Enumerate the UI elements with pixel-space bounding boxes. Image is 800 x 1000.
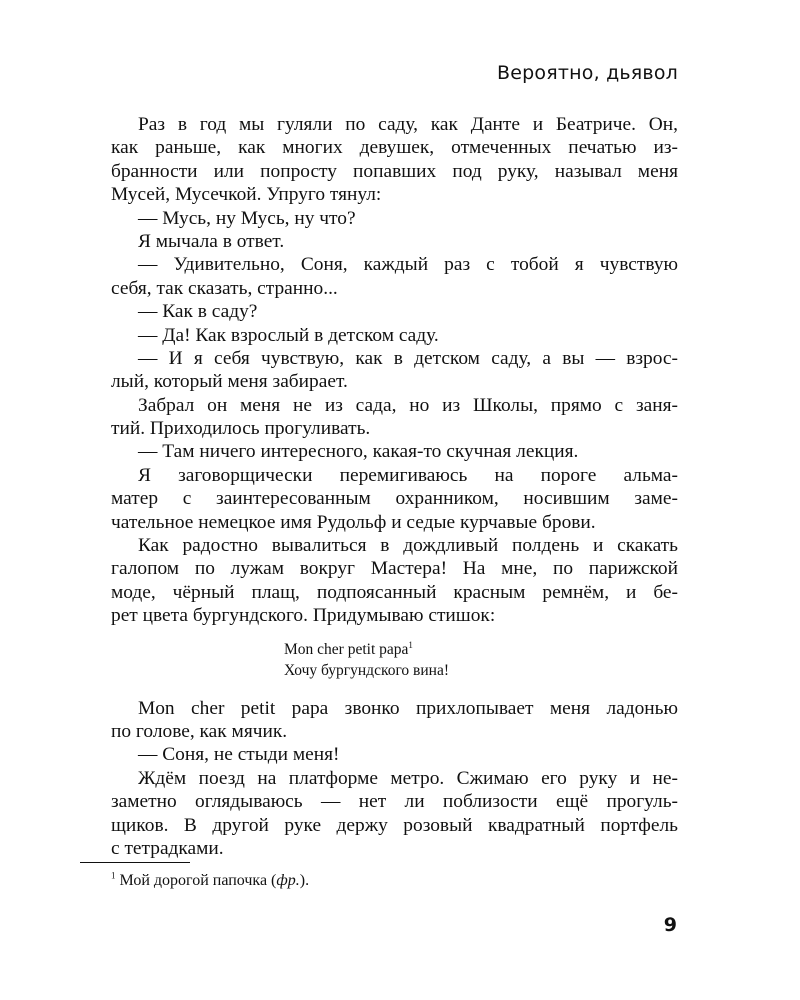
text-line: Я мычала в ответ. bbox=[138, 230, 285, 252]
text-line: по голове, как мячик. bbox=[111, 720, 288, 742]
text-line: щиков. В другой руке держу розовый квадратный портфель bbox=[111, 814, 678, 836]
footnote bbox=[111, 872, 309, 890]
text-line: с тетрадками. bbox=[111, 837, 224, 859]
text-line: — Да! Как взрослый в детском саду. bbox=[138, 324, 439, 346]
text-line: — Мусь, ну Мусь, ну что? bbox=[138, 207, 356, 229]
text-line: Забрал он меня не из сада, но из Школы, прямо с заня- bbox=[138, 394, 678, 416]
text-line: Мусей, Мусечкой. Упруго тянул: bbox=[111, 184, 382, 206]
footnote-text-after: ). bbox=[299, 872, 310, 889]
text-line: — Как в саду? bbox=[138, 301, 258, 323]
footnote-text-italic: фр. bbox=[276, 872, 300, 889]
text-line: бранности или попросту попавших под руку, называл меня bbox=[111, 160, 678, 182]
body-text bbox=[111, 113, 678, 860]
text-line: чательное немецкое имя Рудольф и седые курчавые брови. bbox=[111, 511, 596, 533]
text-block-1 bbox=[111, 113, 678, 628]
text-line: — И я себя чувствую, как в детском саду, а вы — взрос- bbox=[138, 347, 678, 369]
text-line: рет цвета бургундского. Придумываю стишок: bbox=[111, 605, 496, 627]
footnote-divider bbox=[80, 862, 190, 863]
text-line: — Удивительно, Соня, каждый раз с тобой я чувствую bbox=[138, 254, 678, 276]
text-line: матер с заинтересованным охранником, носившим заме- bbox=[111, 488, 678, 510]
text-line: Mon cher petit papa звонко прихлопывает меня ладонью bbox=[138, 697, 678, 719]
footnote-reference[interactable]: 1 bbox=[408, 639, 413, 650]
text-line: — Там ничего интересного, какая-то скучная лекция. bbox=[138, 441, 579, 463]
poem-line-1-text: Mon cher petit papa bbox=[284, 640, 409, 658]
poem-line-1 bbox=[284, 639, 678, 660]
footnote-text-before: Мой дорогой папочка ( bbox=[119, 872, 277, 889]
text-line: Ждём поезд на платформе метро. Сжимаю его руку и не- bbox=[138, 767, 678, 789]
poem bbox=[111, 639, 678, 681]
text-line: галопом по лужам вокруг Мастера! На мне, по парижской bbox=[111, 558, 678, 580]
text-line: тий. Приходилось прогуливать. bbox=[111, 418, 371, 440]
text-line: Я заговорщически перемигиваюсь на пороге альма- bbox=[138, 464, 678, 486]
text-line: себя, так сказать, странно... bbox=[111, 277, 338, 299]
page-number: 9 bbox=[663, 914, 677, 936]
text-line: Раз в год мы гуляли по саду, как Данте и Беатриче. Он, bbox=[138, 114, 678, 135]
poem-line-2: Хочу бургундского вина! bbox=[284, 661, 449, 679]
text-line: моде, чёрный плащ, подпоясанный красным ремнём, и бе- bbox=[111, 581, 678, 603]
running-header: Вероятно, дьявол bbox=[497, 62, 678, 84]
text-line: — Соня, не стыди меня! bbox=[138, 744, 340, 766]
footnote-mark: 1 bbox=[111, 870, 116, 881]
text-line: Как радостно вывалиться в дождливый полдень и скакать bbox=[138, 535, 678, 557]
text-block-2 bbox=[111, 697, 678, 861]
text-line: лый, который меня забирает. bbox=[111, 371, 348, 393]
text-line: заметно оглядываюсь — нет ли поблизости ещё прогуль- bbox=[111, 791, 678, 813]
text-line: как раньше, как многих девушек, отмеченных печатью из- bbox=[111, 137, 678, 159]
